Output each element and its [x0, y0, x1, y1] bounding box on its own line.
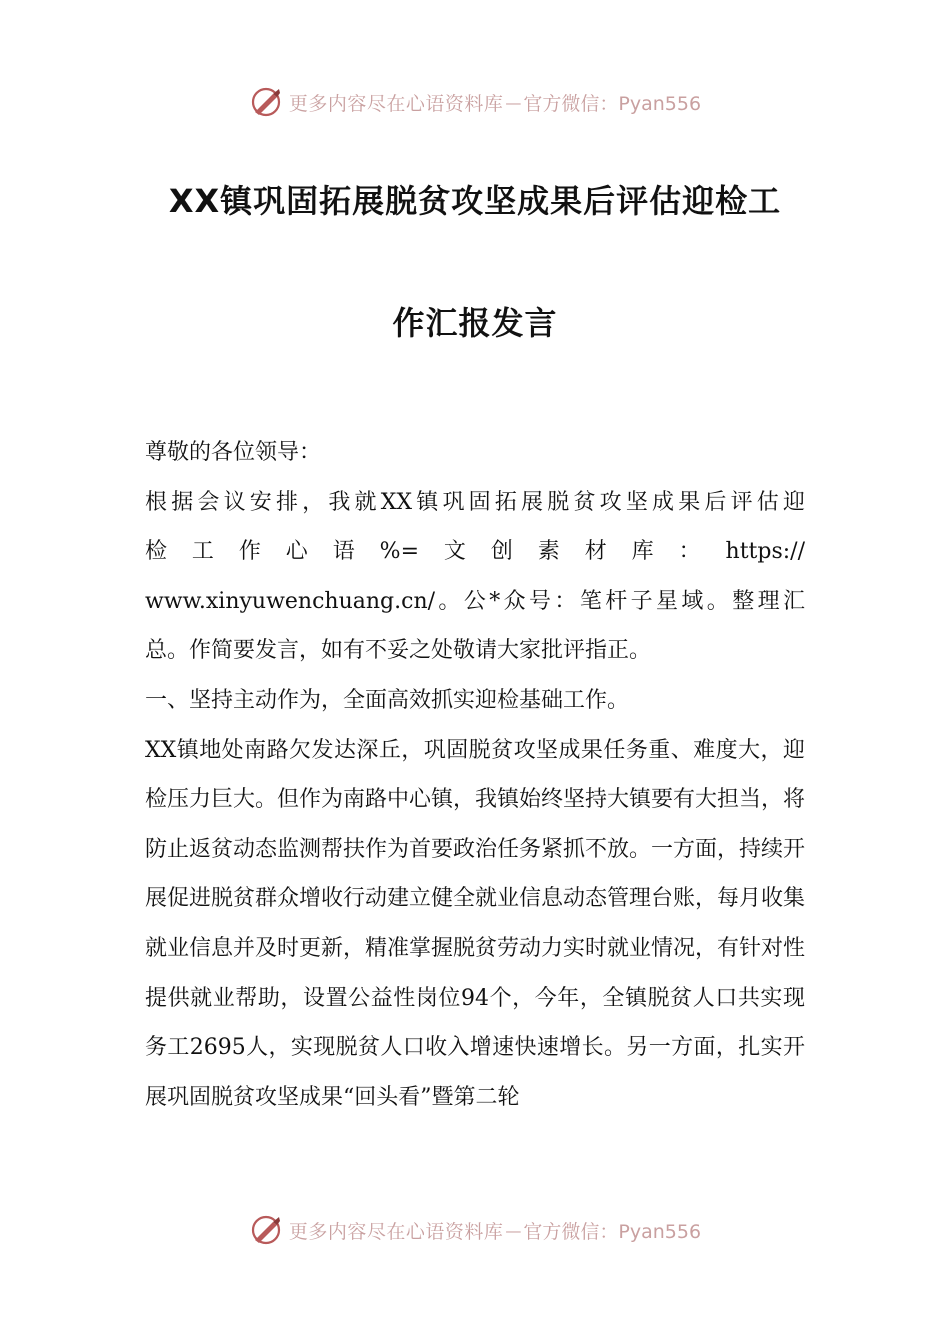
intro-line-4: 总。作简要发言，如有不妥之处敬请大家批评指正。	[145, 638, 652, 664]
section-heading-1: 一、坚持主动作为，全面高效抓实迎检基础工作。	[145, 687, 630, 713]
header-banner	[0, 82, 950, 122]
intro-line-1: 根据会议安排，我就XX镇巩固拓展脱贫攻坚成果后评估迎	[145, 489, 805, 515]
banner-text: 更多内容尽在心语资料库	[288, 92, 504, 115]
banner-text: 更多内容尽在心语资料库	[288, 1220, 504, 1243]
pen-logo-icon	[249, 1213, 283, 1247]
document-title-line-2: 作汇报发言	[392, 304, 558, 342]
banner-separator: —	[505, 1220, 522, 1240]
banner-separator: —	[505, 92, 522, 112]
document-body	[145, 428, 805, 1122]
footer-banner	[0, 1210, 950, 1250]
document-title-line-1: XX镇巩固拓展脱贫攻坚成果后评估迎检工	[168, 182, 782, 220]
salutation: 尊敬的各位领导：	[145, 440, 322, 465]
banner-wechat: 官方微信：Pyan556	[523, 92, 702, 115]
banner-wechat: 官方微信：Pyan556	[523, 1220, 702, 1243]
pen-logo-icon	[249, 85, 283, 119]
body-paragraph: XX镇地处南路欠发达深丘，巩固脱贫攻坚成果任务重、难度大，迎检压力巨大。但作为南路中心镇，我镇始终坚持大镇要有大担当，将防止返贫动态监测帮扶作为首要政治任务紧抓不放。一方面，持续开展促进脱贫群众增收行动建立健全就业信息动态管理台账，每月收集就业信息并及时更新，精准掌握脱贫劳动力实时就业情况，有针对性提供就业帮助，设置公益性岗位94个，今年，全镇脱贫人口共实现务工2695人，实现脱贫人口收入增速快速增长。另一方面，扎实开展巩固脱贫攻坚成果“回头看”暨第二轮	[145, 737, 806, 1110]
intro-line-3: www.xinyuwenchuang.cn/。公*众号：笔杆子星域。整理汇	[145, 588, 805, 614]
intro-line-2: 检工作心语%=文创素材库：https://	[145, 539, 805, 565]
